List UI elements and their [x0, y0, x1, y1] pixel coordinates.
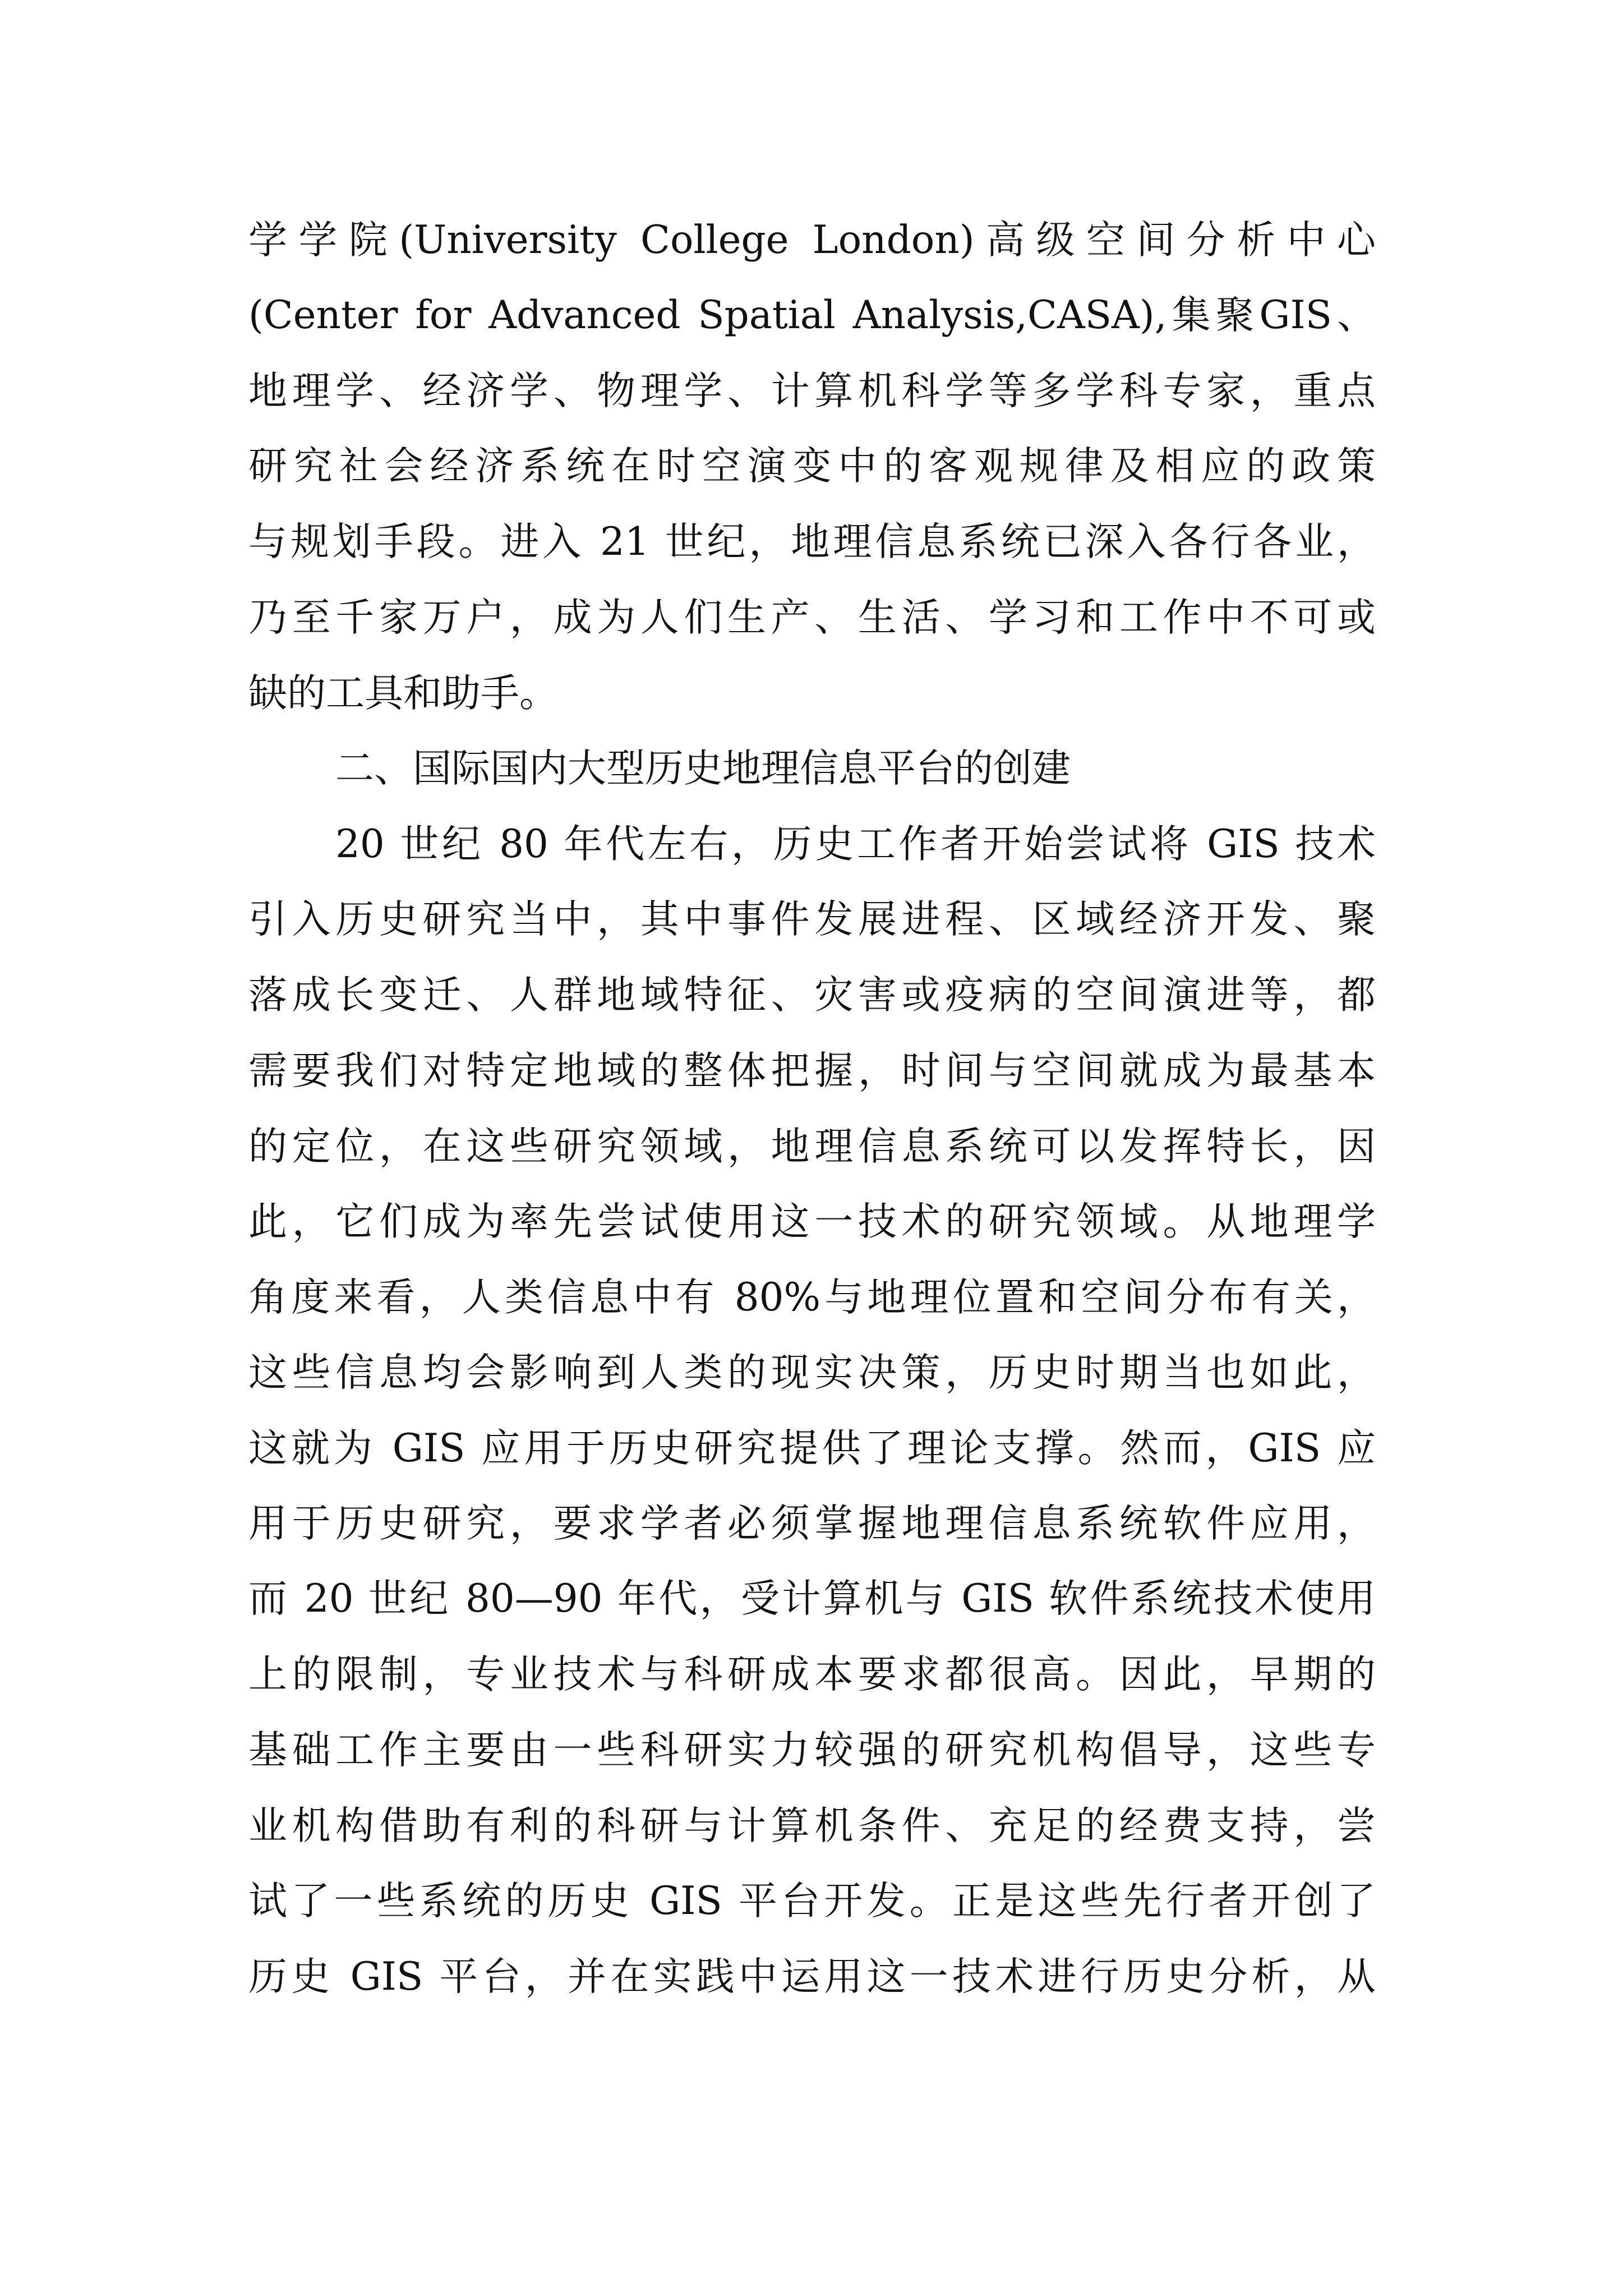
- text-line: 历史 GIS 平台，并在实践中运用这一技术进行历史分析，从: [248, 1954, 1376, 1999]
- text-line: 此，它们成为率先尝试使用这一技术的研究领域。从地理学: [248, 1199, 1376, 1244]
- text-line: 这就为 GIS 应用于历史研究提供了理论支撑。然而，GIS 应: [248, 1426, 1376, 1471]
- text-line: 乃至千家万户，成为人们生产、生活、学习和工作中不可或: [248, 595, 1376, 640]
- text-line: 需要我们对特定地域的整体把握，时间与空间就成为最基本: [248, 1048, 1376, 1093]
- text-line: 研究社会经济系统在时空演变中的客观规律及相应的政策: [248, 444, 1376, 489]
- text-line: 这些信息均会影响到人类的现实决策，历史时期当也如此，: [248, 1350, 1376, 1395]
- text-line: 缺的工具和助手。: [248, 671, 558, 716]
- section-heading: 二、国际国内大型历史地理信息平台的创建: [335, 746, 1071, 791]
- text-line: 落成长变迁、人群地域特征、灾害或疫病的空间演进等，都: [248, 973, 1376, 1018]
- text-line: 引入历史研究当中，其中事件发展进程、区域经济开发、聚: [248, 897, 1376, 942]
- text-line: 学学院(University College London)高级空间分析中心: [248, 218, 1376, 263]
- text-line: 20 世纪 80 年代左右，历史工作者开始尝试将 GIS 技术: [335, 822, 1376, 867]
- text-line: 试了一些系统的历史 GIS 平台开发。正是这些先行者开创了: [248, 1879, 1376, 1924]
- text-line: 基础工作主要由一些科研实力较强的研究机构倡导，这些专: [248, 1728, 1376, 1773]
- text-line: (Center for Advanced Spatial Analysis,CASA),集聚GIS、: [248, 293, 1376, 338]
- text-line: 上的限制，专业技术与科研成本要求都很高。因此，早期的: [248, 1652, 1376, 1697]
- text-line: 用于历史研究，要求学者必须掌握地理信息系统软件应用，: [248, 1501, 1376, 1546]
- text-line: 的定位，在这些研究领域，地理信息系统可以发挥特长，因: [248, 1124, 1376, 1169]
- text-line: 地理学、经济学、物理学、计算机科学等多学科专家，重点: [248, 369, 1376, 413]
- text-line: 与规划手段。进入 21 世纪，地理信息系统已深入各行各业，: [248, 519, 1376, 564]
- text-line: 角度来看，人类信息中有 80%与地理位置和空间分布有关，: [248, 1275, 1376, 1320]
- text-line: 业机构借助有利的科研与计算机条件、充足的经费支持，尝: [248, 1803, 1376, 1848]
- text-line: 而 20 世纪 80—90 年代，受计算机与 GIS 软件系统技术使用: [248, 1576, 1376, 1621]
